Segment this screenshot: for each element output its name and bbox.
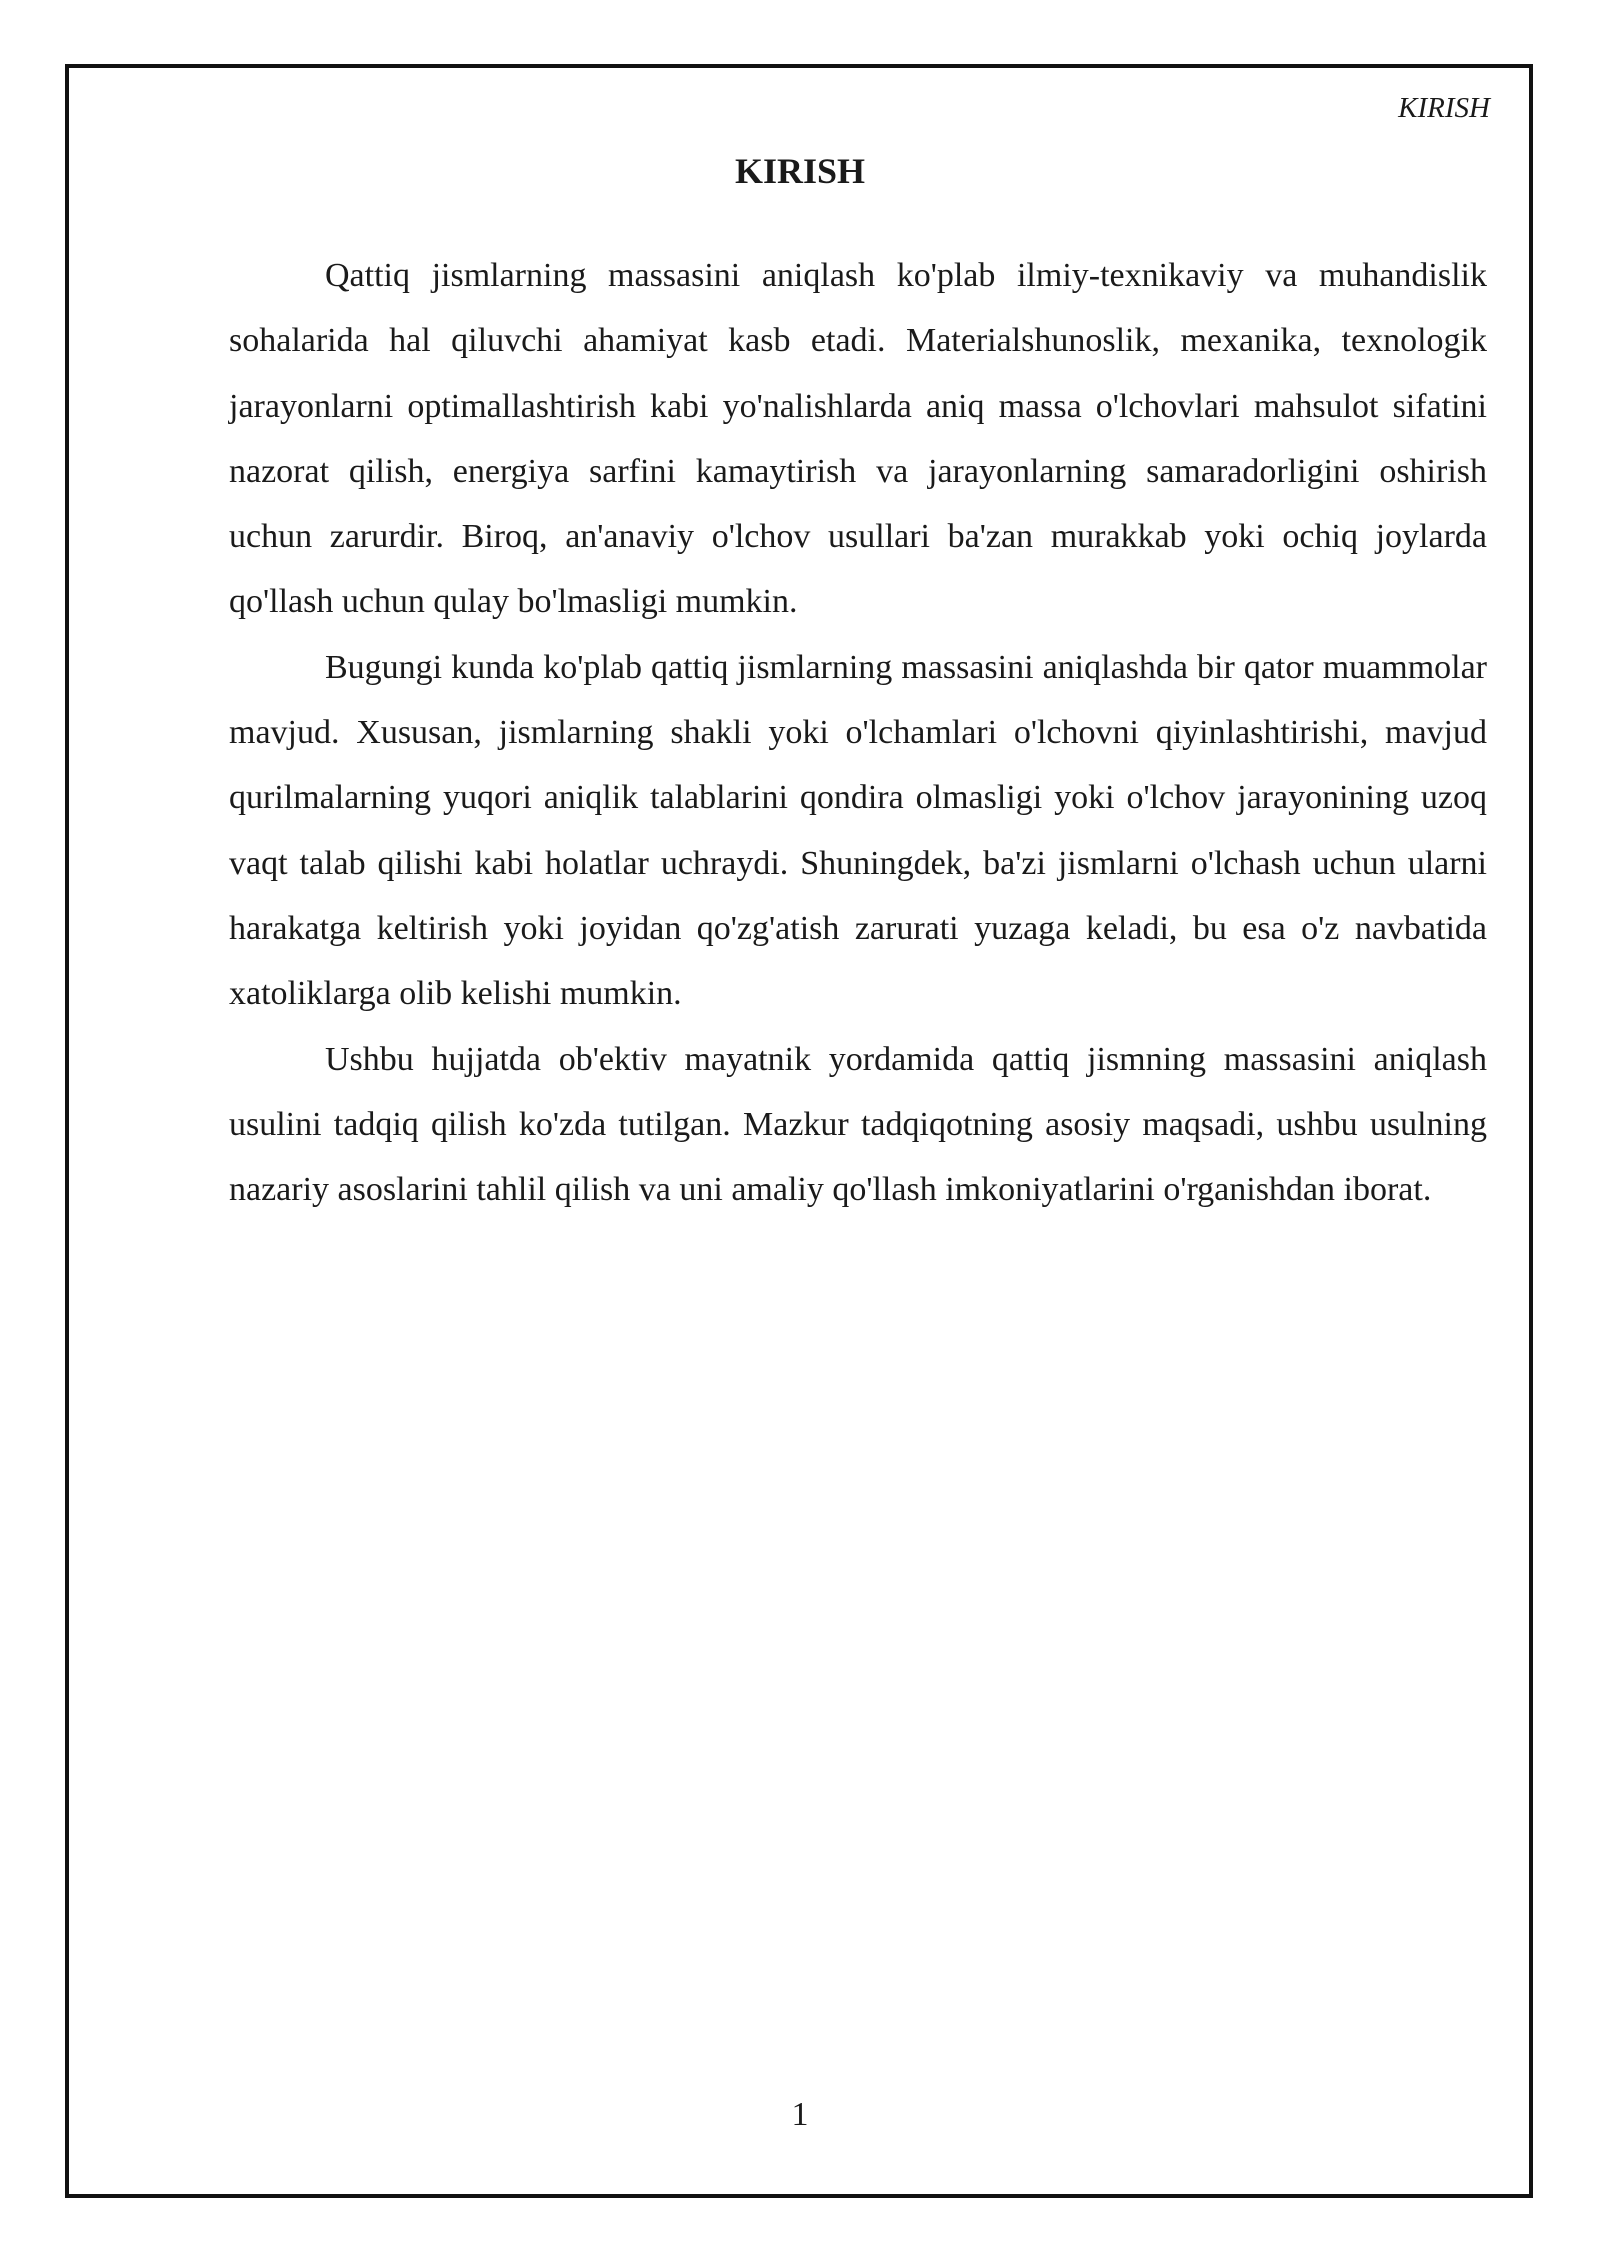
running-header: KIRISH [1398,92,1490,124]
body-text [229,243,1487,1222]
page-number: 1 [791,2096,809,2133]
paragraph-1: Qattiq jismlarning massasini aniqlash ko'plab ilmiy-texnikaviy va muhandislik sohalarida hal qiluvchi ahamiyat kasb etadi. Materialshunoslik, mexanika, texnologik jarayonlarni optimallashtirish kabi yo'nalishlarda aniq massa o'lchovlari mahsulot sifatini nazorat qilish, energiya sarfini kamaytirish va jarayonlarning samaradorligini oshirish uchun zarurdir. Biroq, an'anaviy o'lchov usullari ba'zan murakkab yoki ochiq joylarda qo'llash uchun qulay bo'lmasligi mumkin. [229,257,1487,621]
paragraph-2: Bugungi kunda ko'plab qattiq jismlarning massasini aniqlashda bir qator muammolar mavjud. Xususan, jismlarning shakli yoki o'lchamlari o'lchovni qiyinlashtirishi, mavjud qurilmalarning yuqori aniqlik talablarini qondira olmasligi yoki o'lchov jarayonining uzoq vaqt talab qilishi kabi holatlar uchraydi. Shuningdek, ba'zi jismlarni o'lchash uchun ularni harakatga keltirish yoki joyidan qo'zg'atish zarurati yuzaga keladi, bu esa o'z navbatida xatoliklarga olib kelishi mumkin. [229,648,1487,1013]
paragraph-3: Ushbu hujjatda ob'ektiv mayatnik yordamida qattiq jismning massasini aniqlash usulini tadqiq qilish ko'zda tutilgan. Mazkur tadqiqotning asosiy maqsadi, ushbu usulning nazariy asoslarini tahlil qilish va uni amaliy qo'llash imkoniyatlarini o'rganishdan iborat. [229,1040,1487,1209]
page-title: KIRISH [734,151,866,191]
